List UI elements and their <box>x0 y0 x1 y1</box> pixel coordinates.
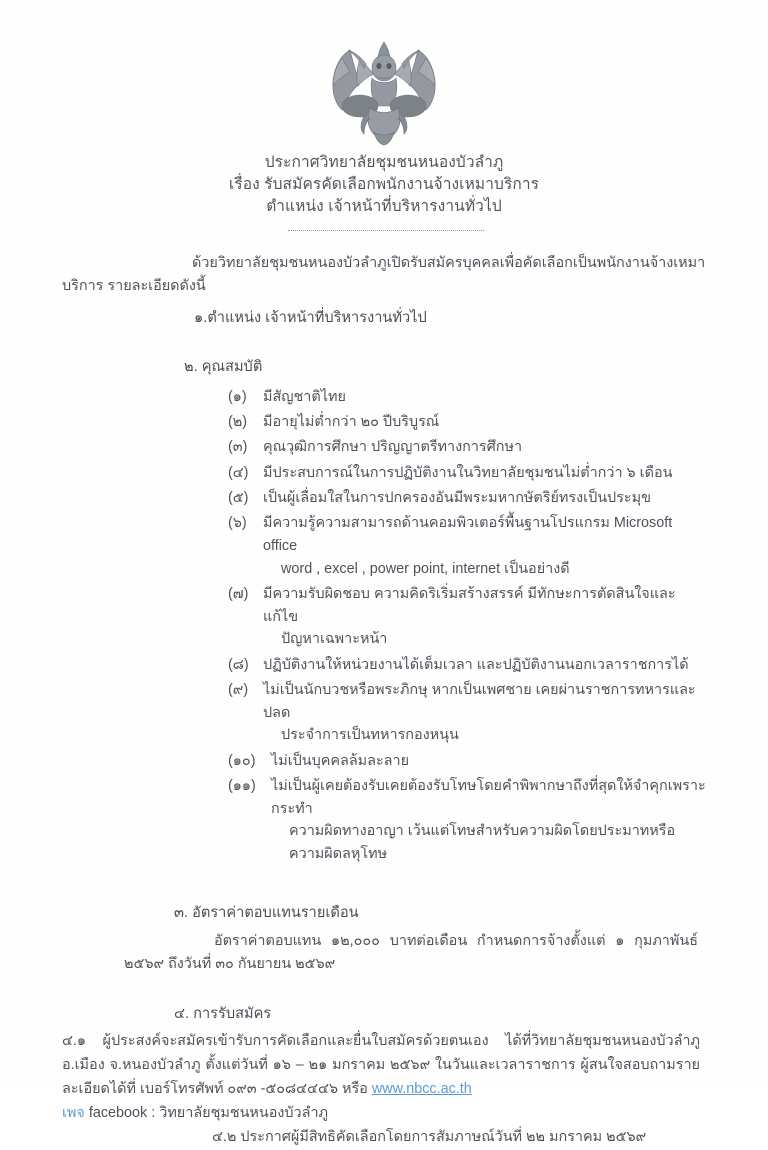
salary-heading: ๓. อัตราค่าตอบแทนรายเดือน <box>174 905 359 922</box>
qualification-item <box>62 462 706 485</box>
qualification-number: (๑) <box>228 388 247 405</box>
qualification-item <box>62 487 706 510</box>
qualifications-list <box>62 386 706 866</box>
qualification-item <box>62 679 706 747</box>
qualification-number: (๘) <box>228 656 249 673</box>
qualification-text-cont: ความผิดทางอาญา เว้นแต่โทษสำหรับความผิดโดยประมาทหรือความผิดลหุโทษ <box>289 823 676 863</box>
application-item-4-2: ๔.๒ ประกาศผู้มีสิทธิคัดเลือกโดยการสัมภาษณ์วันที่ ๒๒ มกราคม ๒๕๖๙ <box>212 1129 647 1145</box>
qualification-text-main: ไม่เป็นนักบวชหรือพระภิกษุ หากเป็นเพศชาย เคยผ่านราชการทหารและปลด <box>263 681 696 721</box>
title-line-1: ประกาศวิทยาลัยชุมชนหนองบัวลำภู <box>264 154 504 171</box>
qualification-item <box>62 775 706 866</box>
qualification-text-main: มีความรับผิดชอบ ความคิดริเริ่มสร้างสรรค์ มีทักษะการตัดสินใจและแก้ไข <box>263 585 676 625</box>
qualification-text <box>258 512 706 580</box>
qualification-text-main: มีความรู้ความสามารถด้านคอมพิวเตอร์พื้นฐานโปรแกรม Microsoft office <box>263 515 673 554</box>
salary-line-1: อัตราค่าตอบแทน ๑๒,๐๐๐ บาทต่อเดือน กำหนดการจ้างตั้งแต่ ๑ กุมภาพันธ์ ๒๕๖๙ <box>124 933 698 973</box>
qualification-item <box>62 411 706 434</box>
qualification-text-cont: ประจำการเป็นทหารกองหนุน <box>281 727 459 744</box>
qualification-number: (๔) <box>228 464 249 481</box>
qualification-text: มีสัญชาติไทย <box>263 388 346 405</box>
qualification-number: (๙) <box>228 681 249 698</box>
document-body <box>62 252 706 1150</box>
qualification-text <box>258 679 706 747</box>
emblem-container <box>0 28 768 150</box>
position-heading: ๑.ตำแหน่ง เจ้าหน้าที่บริหารงานทั่วไป <box>194 309 427 326</box>
qualification-text-cont: ปัญหาเฉพาะหน้า <box>281 631 388 648</box>
qualification-item <box>62 750 706 773</box>
qualification-item <box>62 583 706 651</box>
qualification-number: (๑๑) <box>228 777 256 794</box>
qualification-number: (๓) <box>228 439 248 456</box>
qualification-text: คุณวุฒิการศึกษา ปริญญาตรีทางการศึกษา <box>263 439 523 456</box>
application-item-4-1 <box>62 1030 706 1126</box>
facebook-text: facebook : วิทยาลัยชุมชนหนองบัวลำภู <box>88 1105 329 1122</box>
title-line-2: เรื่อง รับสมัครคัดเลือกพนักงานจ้างเหมาบริการ <box>228 176 540 193</box>
qualification-text <box>258 583 706 651</box>
qualification-item <box>62 654 706 677</box>
document-title-block <box>0 152 768 218</box>
qualification-text: มีอายุไม่ต่ำกว่า ๒๐ ปีบริบูรณ์ <box>263 414 440 431</box>
qualification-text: มีประสบการณ์ในการปฏิบัติงานในวิทยาลัยชุมชนไม่ต่ำกว่า ๖ เดือน <box>263 464 673 481</box>
qualification-text: ปฏิบัติงานให้หน่วยงานได้เต็มเวลา และปฏิบัติงานนอกเวลาราชการได้ <box>263 656 689 673</box>
qualification-item <box>62 512 706 580</box>
qualification-text <box>266 775 706 866</box>
title-line-3: ตำแหน่ง เจ้าหน้าที่บริหารงานทั่วไป <box>266 198 502 215</box>
website-link[interactable]: www.nbcc.ac.th <box>371 1081 472 1098</box>
dotted-divider <box>288 230 484 231</box>
qualifications-heading: ๒. คุณสมบัติ <box>184 359 263 376</box>
qualification-number: (๖) <box>228 515 247 532</box>
qualification-text-main: ไม่เป็นผู้เคยต้องรับเคยต้องรับโทษโดยคำพิพากษาถึงที่สุดให้จำคุกเพราะกระทำ <box>271 777 706 817</box>
intro-paragraph: ด้วยวิทยาลัยชุมชนหนองบัวลำภูเปิดรับสมัครบุคคลเพื่อคัดเลือกเป็นพนักงานจ้างเหมาบริการ รายละเอียดดังนี้ <box>62 255 706 295</box>
salary-line-2: ถึงวันที่ ๓๐ กันยายน ๒๕๖๙ <box>168 956 336 973</box>
qualification-number: (๑๐) <box>228 752 256 769</box>
garuda-emblem <box>320 28 448 150</box>
qualification-text: เป็นผู้เลื่อมใสในการปกครองอันมีพระมหากษัตริย์ทรงเป็นประมุข <box>263 489 651 506</box>
qualification-number: (๗) <box>228 585 249 602</box>
application-4-1-text: ๔.๑ ผู้ประสงค์จะสมัครเข้ารับการคัดเลือกและยื่นใบสมัครด้วยตนเอง ได้ที่วิทยาลัยชุมชนหนองบัวลำภู อ.เมือง จ.หนองบัวลำภู ตั้งแต่วันที่ ๑๖ – ๒๑ มกราคม ๒๕๖๙ ในวันและเวลาราชการ ผู้สนใจสอบถามรายละเอียดได้ที่ เบอร์โทรศัพท์ ๐๙๓ -๕๐๘๔๔๔๖ หรือ <box>62 1033 700 1098</box>
application-heading: ๔. การรับสมัคร <box>174 1005 272 1022</box>
qualification-item <box>62 386 706 409</box>
salary-body <box>62 930 706 977</box>
facebook-label: เพจ <box>62 1105 85 1122</box>
qualification-text-cont: word , excel , power point, internet เป็นอย่างดี <box>281 560 570 577</box>
qualification-item <box>62 436 706 459</box>
qualification-text: ไม่เป็นบุคคลล้มละลาย <box>271 752 410 769</box>
qualification-number: (๕) <box>228 489 249 506</box>
qualification-number: (๒) <box>228 414 248 431</box>
